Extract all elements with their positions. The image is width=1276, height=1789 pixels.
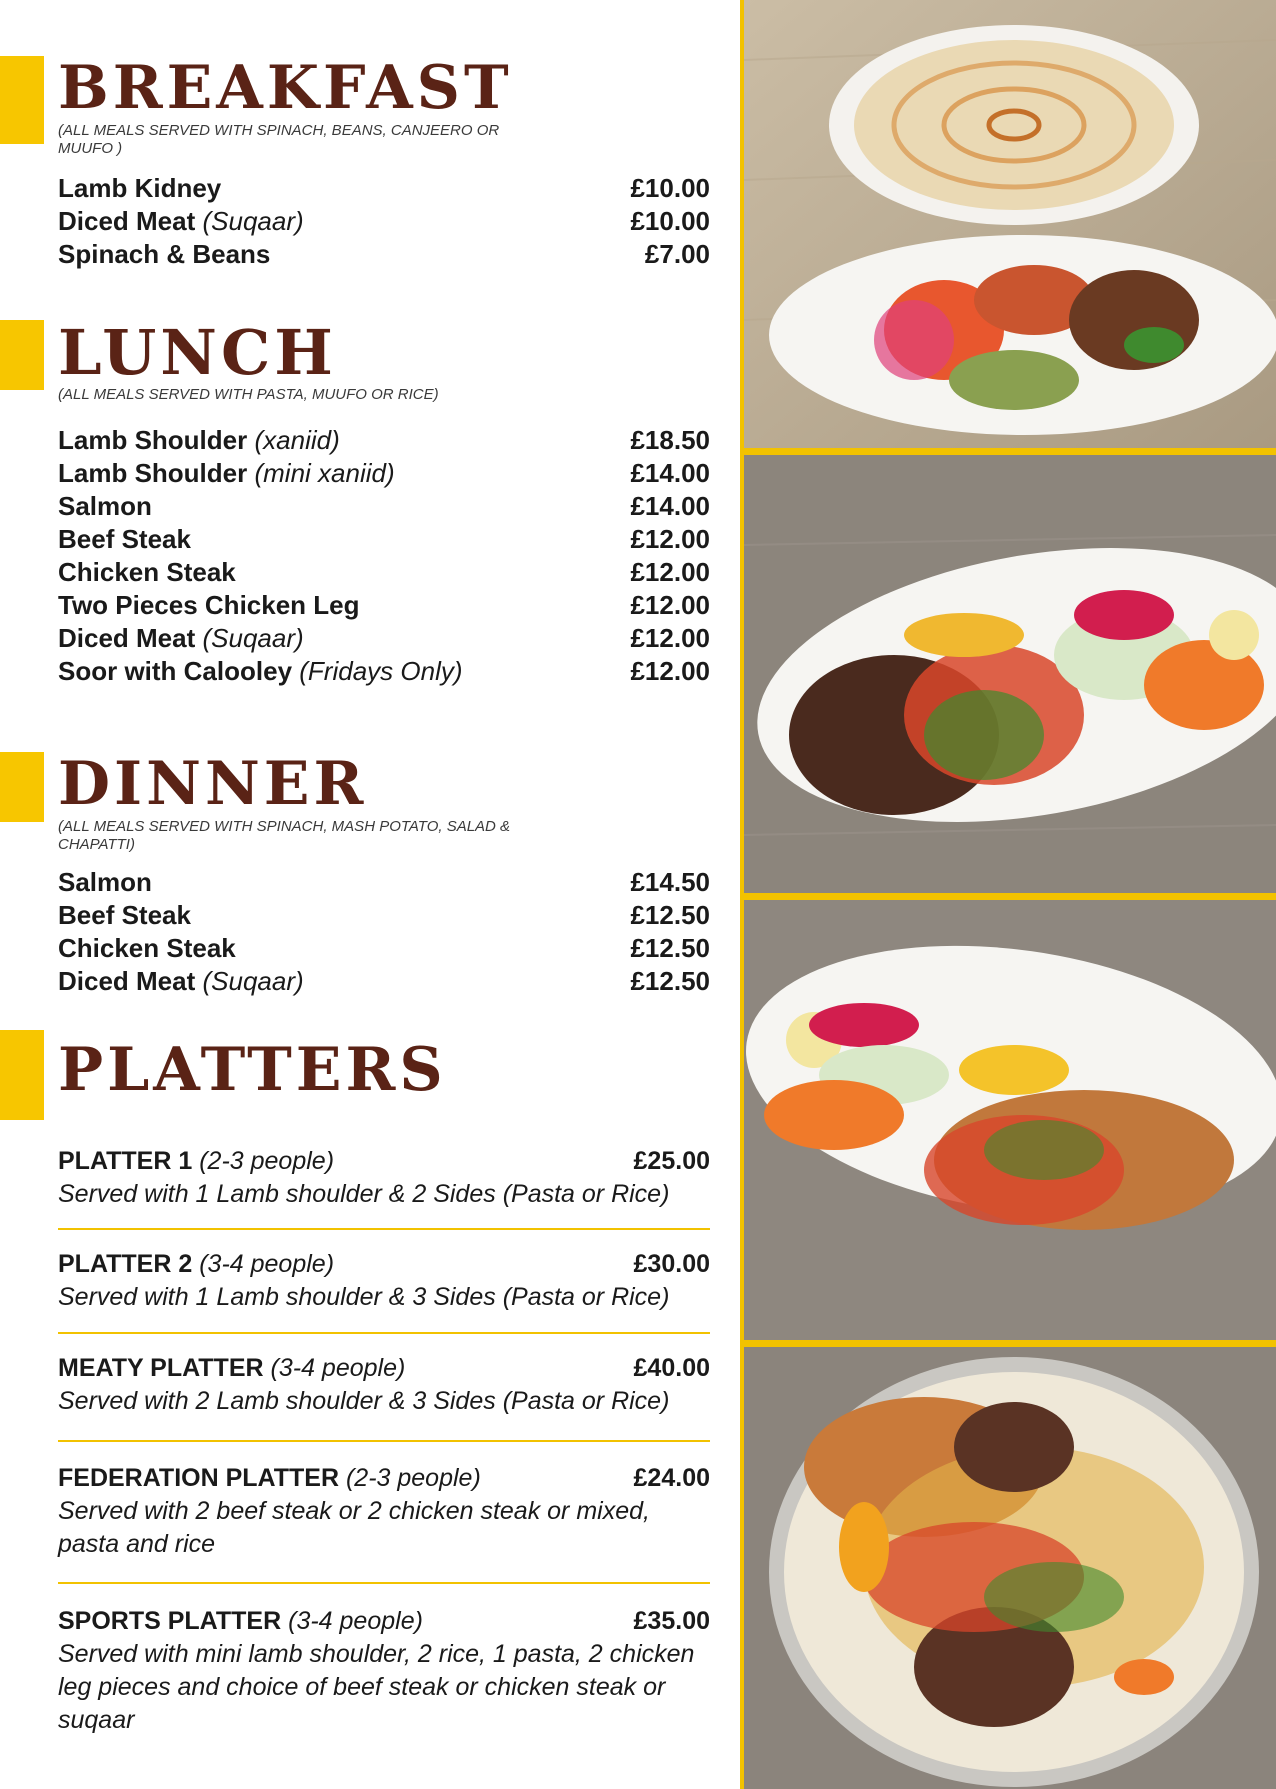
item-price: £14.00 (630, 491, 710, 521)
food-photo-platter (744, 1347, 1276, 1789)
item-price: £12.50 (630, 933, 710, 963)
section-accent-bar (0, 320, 44, 390)
menu-item: Lamb Shoulder (mini xaniid) £14.00 (58, 458, 710, 488)
item-price: £18.50 (630, 425, 710, 455)
platter-description: Served with 1 Lamb shoulder & 3 Sides (Pasta or Rice) (58, 1283, 670, 1311)
platter-entry: FEDERATION PLATTER (2-3 people) £24.00 Served with 2 beef steak or 2 chicken steak or mixed, pasta and rice (58, 1461, 710, 1561)
platter-divider (58, 1440, 710, 1442)
photo-column (740, 0, 1276, 1789)
item-price: £14.00 (630, 458, 710, 488)
platter-description: Served with mini lamb shoulder, 2 rice, 1 pasta, 2 chicken leg pieces and choice of beef steak or chicken steak or suqaar (58, 1640, 695, 1734)
platter-description: Served with 1 Lamb shoulder & 2 Sides (Pasta or Rice) (58, 1180, 670, 1208)
menu-item: Lamb Kidney £10.00 (58, 173, 710, 203)
menu-item: Chicken Steak £12.00 (58, 557, 710, 587)
menu-item: Diced Meat (Suqaar) £12.00 (58, 623, 710, 653)
section-accent-bar (0, 752, 44, 822)
section-title-dinner: DINNER (58, 749, 368, 819)
platter-entry: SPORTS PLATTER (3-4 people) £35.00 Served with mini lamb shoulder, 2 rice, 1 pasta, 2 chicken leg pieces and choice of beef steak or chicken steak or suqaar (58, 1604, 710, 1737)
platter-price: £30.00 (633, 1250, 710, 1278)
item-price: £12.00 (630, 656, 710, 686)
menu-item: Spinach & Beans £7.00 (58, 239, 710, 269)
item-price: £12.00 (630, 557, 710, 587)
platter-price: £25.00 (633, 1147, 710, 1175)
menu-item: Beef Steak £12.50 (58, 900, 710, 930)
item-price: £7.00 (644, 239, 710, 269)
platter-divider (58, 1228, 710, 1230)
platter-divider (58, 1332, 710, 1334)
item-price: £12.00 (630, 623, 710, 653)
food-photo-breakfast (744, 0, 1276, 448)
section-note-lunch: (ALL MEALS SERVED WITH PASTA, MUUFO OR RICE) (58, 386, 439, 403)
platter-entry: PLATTER 1 (2-3 people) £25.00 Served with 1 Lamb shoulder & 2 Sides (Pasta or Rice) (58, 1144, 710, 1211)
platter-description: Served with 2 Lamb shoulder & 3 Sides (Pasta or Rice) (58, 1387, 670, 1415)
section-note-dinner: (ALL MEALS SERVED WITH SPINACH, MASH POTATO, SALAD & CHAPATTI) (58, 818, 511, 853)
section-title-lunch: LUNCH (58, 316, 337, 389)
item-price: £12.00 (630, 590, 710, 620)
menu-item: Salmon £14.50 (58, 867, 710, 897)
platter-price: £35.00 (633, 1607, 710, 1635)
platter-price: £24.00 (633, 1464, 710, 1492)
section-accent-bar (0, 1030, 44, 1120)
menu-item: Salmon £14.00 (58, 491, 710, 521)
food-photo-beef-steak (744, 455, 1276, 893)
section-title-platters: PLATTERS (58, 1035, 447, 1105)
section-title-breakfast: BREAKFAST (58, 53, 513, 123)
menu-item: Two Pieces Chicken Leg £12.00 (58, 590, 710, 620)
platter-description: Served with 2 beef steak or 2 chicken steak or mixed, pasta and rice (58, 1497, 650, 1558)
menu-item: Diced Meat (Suqaar) £10.00 (58, 206, 710, 236)
menu-item: Diced Meat (Suqaar) £12.50 (58, 966, 710, 996)
platter-price: £40.00 (633, 1354, 710, 1382)
section-note-breakfast: (ALL MEALS SERVED WITH SPINACH, BEANS, CANJEERO OR MUUFO ) (58, 122, 500, 157)
menu-item: Chicken Steak £12.50 (58, 933, 710, 963)
item-price: £14.50 (630, 867, 710, 897)
food-photo-chicken-steak (744, 900, 1276, 1340)
item-price: £10.00 (630, 206, 710, 236)
menu-item: Lamb Shoulder (xaniid) £18.50 (58, 425, 710, 455)
item-price: £12.50 (630, 900, 710, 930)
section-accent-bar (0, 56, 44, 144)
item-price: £12.00 (630, 524, 710, 554)
menu-item: Soor with Calooley (Fridays Only) £12.00 (58, 656, 710, 686)
item-price: £10.00 (630, 173, 710, 203)
item-price: £12.50 (630, 966, 710, 996)
platter-divider (58, 1582, 710, 1584)
platter-entry: PLATTER 2 (3-4 people) £30.00 Served with 1 Lamb shoulder & 3 Sides (Pasta or Rice) (58, 1247, 710, 1314)
menu-item: Beef Steak £12.00 (58, 524, 710, 554)
platter-entry: MEATY PLATTER (3-4 people) £40.00 Served with 2 Lamb shoulder & 3 Sides (Pasta or Rice) (58, 1351, 710, 1418)
